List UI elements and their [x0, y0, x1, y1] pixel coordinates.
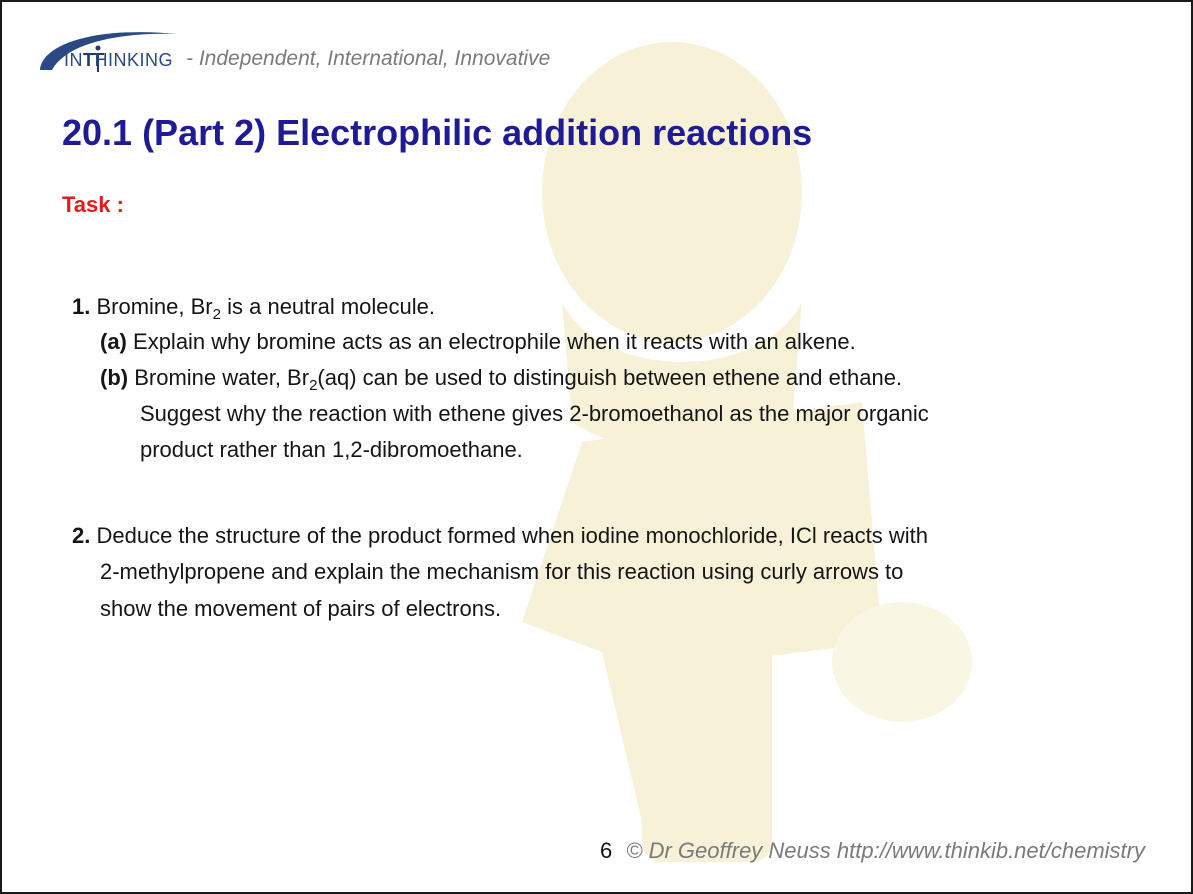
brand-logo: INTHINKING: [64, 50, 174, 70]
question-1b-line3: product rather than 1,2-dibromoethane.: [140, 437, 523, 462]
footer: [600, 838, 1145, 864]
slide-title: 20.1 (Part 2) Electrophilic addition reactions: [62, 112, 813, 153]
brand-tagline: - Independent, International, Innovative: [186, 47, 551, 70]
page-number: 6: [600, 838, 613, 863]
question-2-line2: 2-methylpropene and explain the mechanism for this reaction using curly arrows to: [100, 559, 904, 584]
question-2-line3: show the movement of pairs of electrons.: [100, 596, 502, 621]
question-1b: (b) Bromine water, $Br_2(aq)$ can be used to distinguish between ethene and ethane.: [100, 365, 903, 394]
question-1a: (a) Explain why bromine acts as an electrophile when it reacts with an alkene.: [100, 329, 856, 354]
question-1-stem: 1. Bromine, $Br_2$ is a neutral molecule.: [72, 294, 435, 323]
question-1b-line2: Suggest why the reaction with ethene gives 2-bromoethanol as the major organic: [140, 401, 929, 426]
brand-header: [36, 24, 596, 76]
question-2-line1: 2. Deduce the structure of the product formed when iodine monochloride, ICl reacts with: [72, 523, 929, 548]
task-label: Task :: [62, 192, 124, 217]
copyright-credit: © Dr Geoffrey Neuss http://www.thinkib.net/chemistry: [626, 838, 1145, 863]
